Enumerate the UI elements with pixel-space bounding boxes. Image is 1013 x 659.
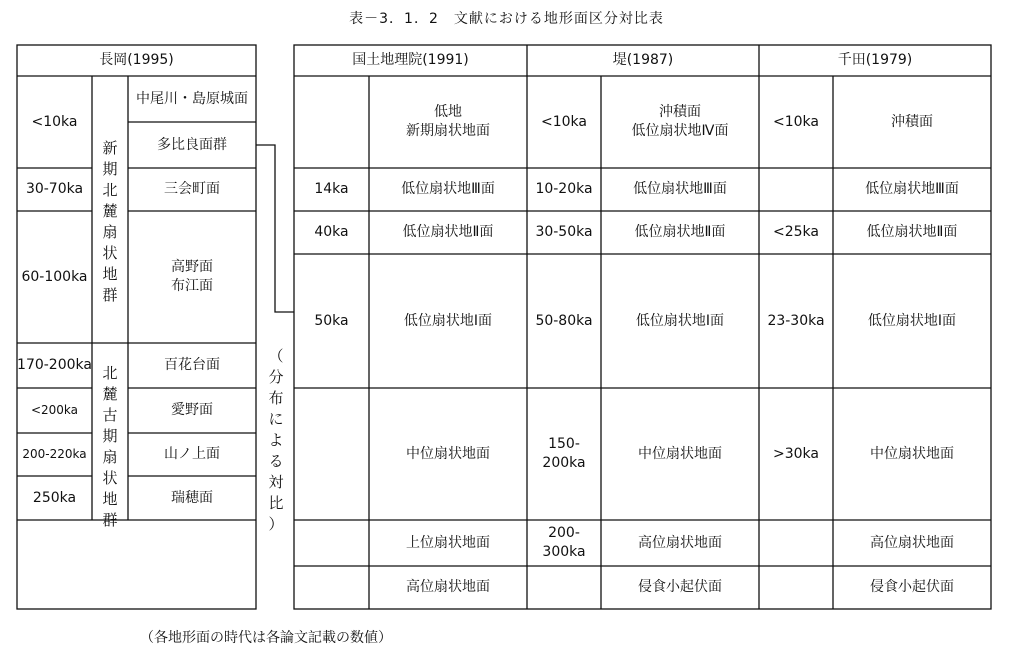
kokudo-surface: 高位扇状地面 — [406, 579, 490, 595]
nagaoka-age: 170-200ka — [17, 357, 92, 373]
group-label-new: 新 期 北 麓 扇 状 地 群 — [102, 139, 118, 304]
nagaoka-surface: 百花台面 — [164, 357, 220, 373]
nagaoka-surface: 山ノ上面 — [164, 446, 220, 462]
nagaoka-age: 200-220ka — [22, 447, 87, 461]
header-senda: 千田(1979) — [837, 52, 913, 68]
senda-surface: 低位扇状地Ⅰ面 — [867, 312, 957, 329]
tsutsumi-surface: 高位扇状地面 — [638, 534, 722, 551]
senda-age: <10ka — [773, 113, 819, 130]
nagaoka-age: 250ka — [32, 489, 77, 506]
kokudo-surface: 低位扇状地Ⅰ面 — [403, 312, 493, 329]
tsutsumi-surface: 低位扇状地Ⅲ面 — [633, 181, 727, 197]
kokudo-surface: 中位扇状地面 — [406, 445, 490, 462]
nagaoka-age: 30-70ka — [25, 181, 84, 197]
tsutsumi-age: 10-20ka — [535, 181, 593, 197]
tsutsumi-surface: 沖積面 低位扇状地Ⅳ面 — [631, 104, 729, 139]
header-kokudo: 国土地理院(1991) — [352, 52, 469, 68]
senda-surface: 侵食小起伏面 — [870, 579, 954, 595]
middle-label: （ 分 布 に よ る 対 比 ） — [268, 347, 284, 533]
tsutsumi-surface: 低位扇状地Ⅰ面 — [635, 312, 725, 329]
senda-age: <25ka — [773, 224, 819, 240]
kokudo-surface: 低位扇状地Ⅲ面 — [401, 181, 495, 197]
senda-age: >30ka — [773, 445, 819, 462]
kokudo-surface: 低位扇状地Ⅱ面 — [402, 224, 494, 240]
tsutsumi-age: 50-80ka — [535, 312, 593, 329]
senda-surface: 低位扇状地Ⅲ面 — [865, 181, 959, 197]
tsutsumi-surface: 侵食小起伏面 — [638, 579, 722, 595]
kokudo-age: 40ka — [314, 224, 349, 240]
kokudo-age: 50ka — [314, 312, 349, 329]
tsutsumi-age: 200-300ka — [542, 525, 586, 560]
nagaoka-surface: 中尾川・島原城面 — [136, 90, 248, 107]
group-label-old: 北 麓 古 期 扇 状 地 群 — [102, 364, 118, 529]
kokudo-surface: 上位扇状地面 — [406, 534, 490, 551]
senda-age: 23-30ka — [767, 312, 825, 329]
kokudo-surface: 低地 新期扇状地面 — [406, 104, 490, 139]
nagaoka-surface: 多比良面群 — [157, 136, 227, 153]
nagaoka-surface: 三会町面 — [164, 181, 220, 197]
footnote: （各地形面の時代は各論文記載の数値） — [140, 630, 392, 646]
senda-surface: 中位扇状地面 — [870, 445, 954, 462]
nagaoka-age: <10ka — [31, 113, 78, 130]
header-nagaoka: 長岡(1995) — [99, 52, 174, 68]
kokudo-age: 14ka — [314, 181, 349, 197]
nagaoka-surface: 瑞穂面 — [171, 489, 213, 506]
senda-surface: 高位扇状地面 — [870, 534, 954, 551]
table-title: 表－3．1．2 文献における地形面区分対比表 — [349, 11, 664, 27]
nagaoka-surface: 愛野面 — [171, 402, 213, 418]
tsutsumi-age: 30-50ka — [535, 224, 593, 240]
senda-surface: 低位扇状地Ⅱ面 — [866, 224, 958, 240]
tsutsumi-surface: 中位扇状地面 — [638, 445, 722, 462]
tsutsumi-age: <10ka — [541, 113, 587, 130]
header-tsutsumi: 堤(1987) — [612, 52, 674, 68]
senda-surface: 沖積面 — [891, 113, 933, 130]
tsutsumi-age: 150-200ka — [542, 436, 586, 471]
nagaoka-age: <200ka — [30, 403, 79, 417]
tsutsumi-surface: 低位扇状地Ⅱ面 — [634, 224, 726, 240]
nagaoka-age: 60-100ka — [21, 268, 88, 285]
nagaoka-surface: 高野面 布江面 — [171, 259, 213, 294]
